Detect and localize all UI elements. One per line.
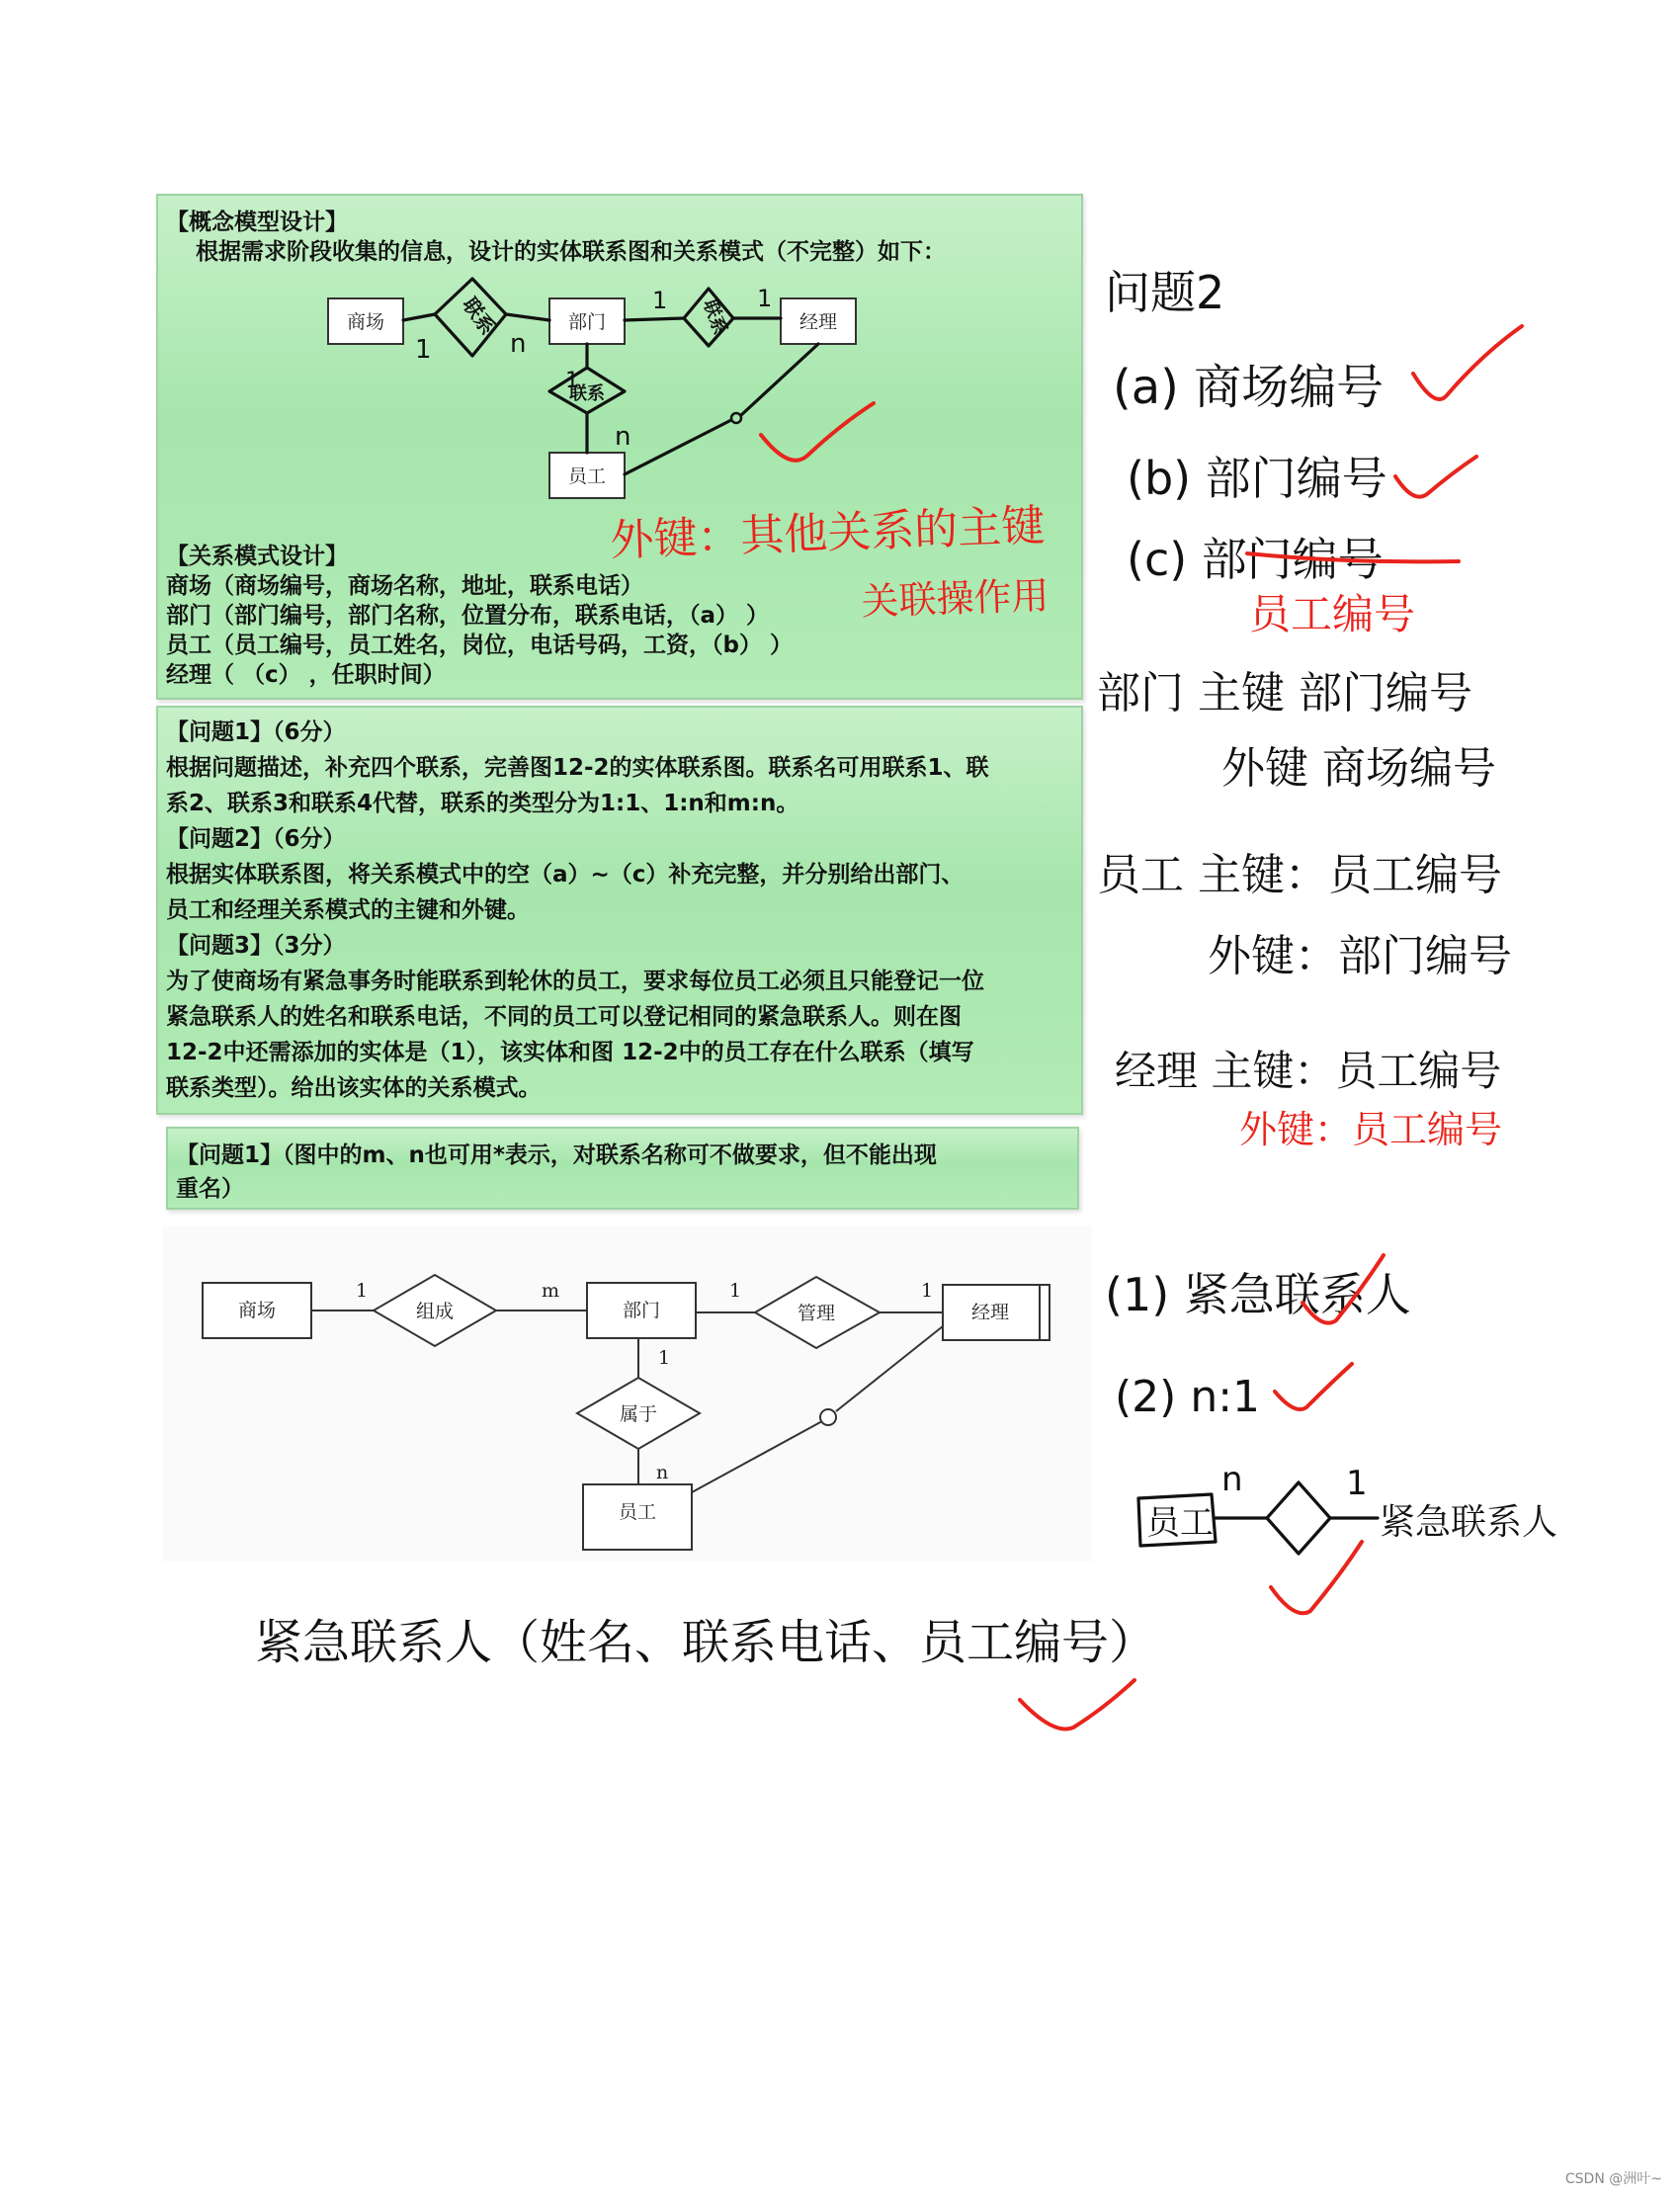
- mini-card-1: 1: [1346, 1464, 1368, 1503]
- red-check-q3-2: [1275, 1364, 1352, 1409]
- answer-line-1: 重名）: [176, 1176, 244, 1202]
- q-line-4: 根据实体联系图，将关系模式中的空（a）~（c）补充完整，并分别给出部门、: [166, 862, 965, 888]
- ans-mall-label: 商场: [237, 1300, 277, 1321]
- red-check-b: [1395, 457, 1476, 497]
- er-rel3-label: 联系: [569, 383, 605, 404]
- ans-card-3: 1: [729, 1280, 742, 1302]
- mini-diamond: [1267, 1482, 1330, 1554]
- er-card-mall: 1: [415, 335, 432, 365]
- er-card-dept-right: 1: [652, 287, 668, 314]
- watermark: CSDN @洲叶~: [1564, 2171, 1662, 2187]
- answer-line-0: 【问题1】（图中的m、n也可用*表示，对联系名称可不做要求，但不能出现: [176, 1142, 937, 1168]
- red-check-schema: [1020, 1680, 1134, 1729]
- hw-q3-1: (1) 紧急联系人: [1105, 1268, 1411, 1321]
- ans-belong-label: 属于: [619, 1403, 658, 1425]
- hw-answer-c-fix: 员工编号: [1249, 590, 1416, 638]
- hw-answer-c-struck: (c) 部门编号: [1127, 533, 1384, 586]
- hw-contact-schema: 紧急联系人（姓名、联系电话、员工编号）: [255, 1615, 1157, 1670]
- hw-mgr-fk: 外键：员工编号: [1239, 1108, 1503, 1151]
- red-check-mini: [1271, 1542, 1362, 1613]
- hw-answer-a: (a) 商场编号: [1113, 360, 1385, 415]
- hw-mgr-pk: 经理 主键：员工编号: [1115, 1047, 1502, 1095]
- ans-card-5: 1: [658, 1347, 671, 1369]
- ans-card-1: 1: [356, 1280, 369, 1302]
- mini-card-n: n: [1221, 1460, 1243, 1499]
- ans-compose-label: 组成: [415, 1301, 455, 1322]
- hw-staff-pk: 员工 主键：员工编号: [1097, 850, 1502, 900]
- q-line-7: 为了使商场有紧急事务时能联系到轮休的员工，要求每位员工必须且只能登记一位: [166, 969, 984, 994]
- er-entity-dept-label: 部门: [567, 311, 607, 333]
- er-rel1-label: 联系: [458, 293, 501, 339]
- q-line-9: 12-2中还需添加的实体是（1），该实体和图 12-2中的员工存在什么联系（填写: [166, 1040, 974, 1065]
- q-line-1: 根据问题描述，补充四个联系，完善图12-2的实体联系图。联系名可用联系1、联: [166, 755, 989, 781]
- hw-dept-pk: 部门 主键 部门编号: [1097, 668, 1472, 719]
- er-entity-mall-label: 商场: [346, 311, 385, 333]
- mini-staff-label: 员工: [1146, 1503, 1214, 1543]
- q-line-2: 系2、联系3和联系4代替，联系的类型分为1:1、1:n和m:n。: [166, 791, 799, 816]
- hw-answer-b: (b) 部门编号: [1127, 452, 1387, 505]
- hw-q3-2: (2) n:1: [1115, 1372, 1261, 1422]
- er-card-dept-left: n: [510, 329, 527, 359]
- ans-card-6: n: [656, 1462, 669, 1483]
- concept-heading: 【概念模型设计】: [166, 210, 348, 235]
- concept-intro: 根据需求阶段收集的信息，设计的实体联系图和关系模式（不完整）如下：: [196, 239, 946, 265]
- red-note-join: 关联操作用: [860, 573, 1050, 624]
- ans-manage-label: 管理: [797, 1303, 836, 1324]
- mini-contact-label: 紧急联系人: [1380, 1502, 1558, 1543]
- er-rel2-label: 联系: [699, 296, 731, 338]
- ans-dept-label: 部门: [622, 1300, 661, 1321]
- ans-staff-label: 员工: [618, 1501, 657, 1523]
- er-entity-manager-label: 经理: [798, 311, 838, 333]
- er-card-dept-down: 1: [565, 369, 579, 393]
- q-line-10: 联系类型）。给出该实体的关系模式。: [166, 1075, 542, 1101]
- er-entity-staff-label: 员工: [567, 465, 607, 487]
- q-line-5: 员工和经理关系模式的主键和外键。: [166, 897, 530, 923]
- hw-staff-fk: 外键：部门编号: [1208, 931, 1512, 981]
- ans-manager-label: 经理: [970, 1302, 1010, 1323]
- schema-line-mall: 商场（商场编号，商场名称，地址，联系电话）: [166, 573, 643, 599]
- schema-line-manager: 经理（ （c） ，任职时间）: [166, 662, 446, 688]
- schema-line-dept: 部门（部门编号，部门名称，位置分布，联系电话，（a） ）: [166, 603, 770, 629]
- hw-dept-fk: 外键 商场编号: [1221, 743, 1496, 794]
- ans-card-4: 1: [921, 1280, 934, 1302]
- er-card-staff: n: [615, 422, 631, 452]
- hw-q2-title: 问题2: [1105, 266, 1225, 319]
- q-line-6: 【问题3】（3分）: [166, 933, 346, 959]
- ans-card-2: m: [542, 1280, 560, 1302]
- schema-heading: 【关系模式设计】: [166, 544, 348, 569]
- schema-line-staff: 员工（员工编号，员工姓名，岗位，电话号码，工资，（b） ）: [166, 633, 793, 658]
- q-line-8: 紧急联系人的姓名和联系电话，不同的员工可以登记相同的紧急联系人。则在图: [166, 1004, 962, 1030]
- q-line-0: 【问题1】（6分）: [166, 719, 346, 745]
- er-card-manager: 1: [757, 285, 773, 312]
- red-note-foreign-key: 外键：其他关系的主键: [609, 500, 1047, 566]
- red-check-a: [1413, 326, 1522, 399]
- q-line-3: 【问题2】（6分）: [166, 826, 346, 852]
